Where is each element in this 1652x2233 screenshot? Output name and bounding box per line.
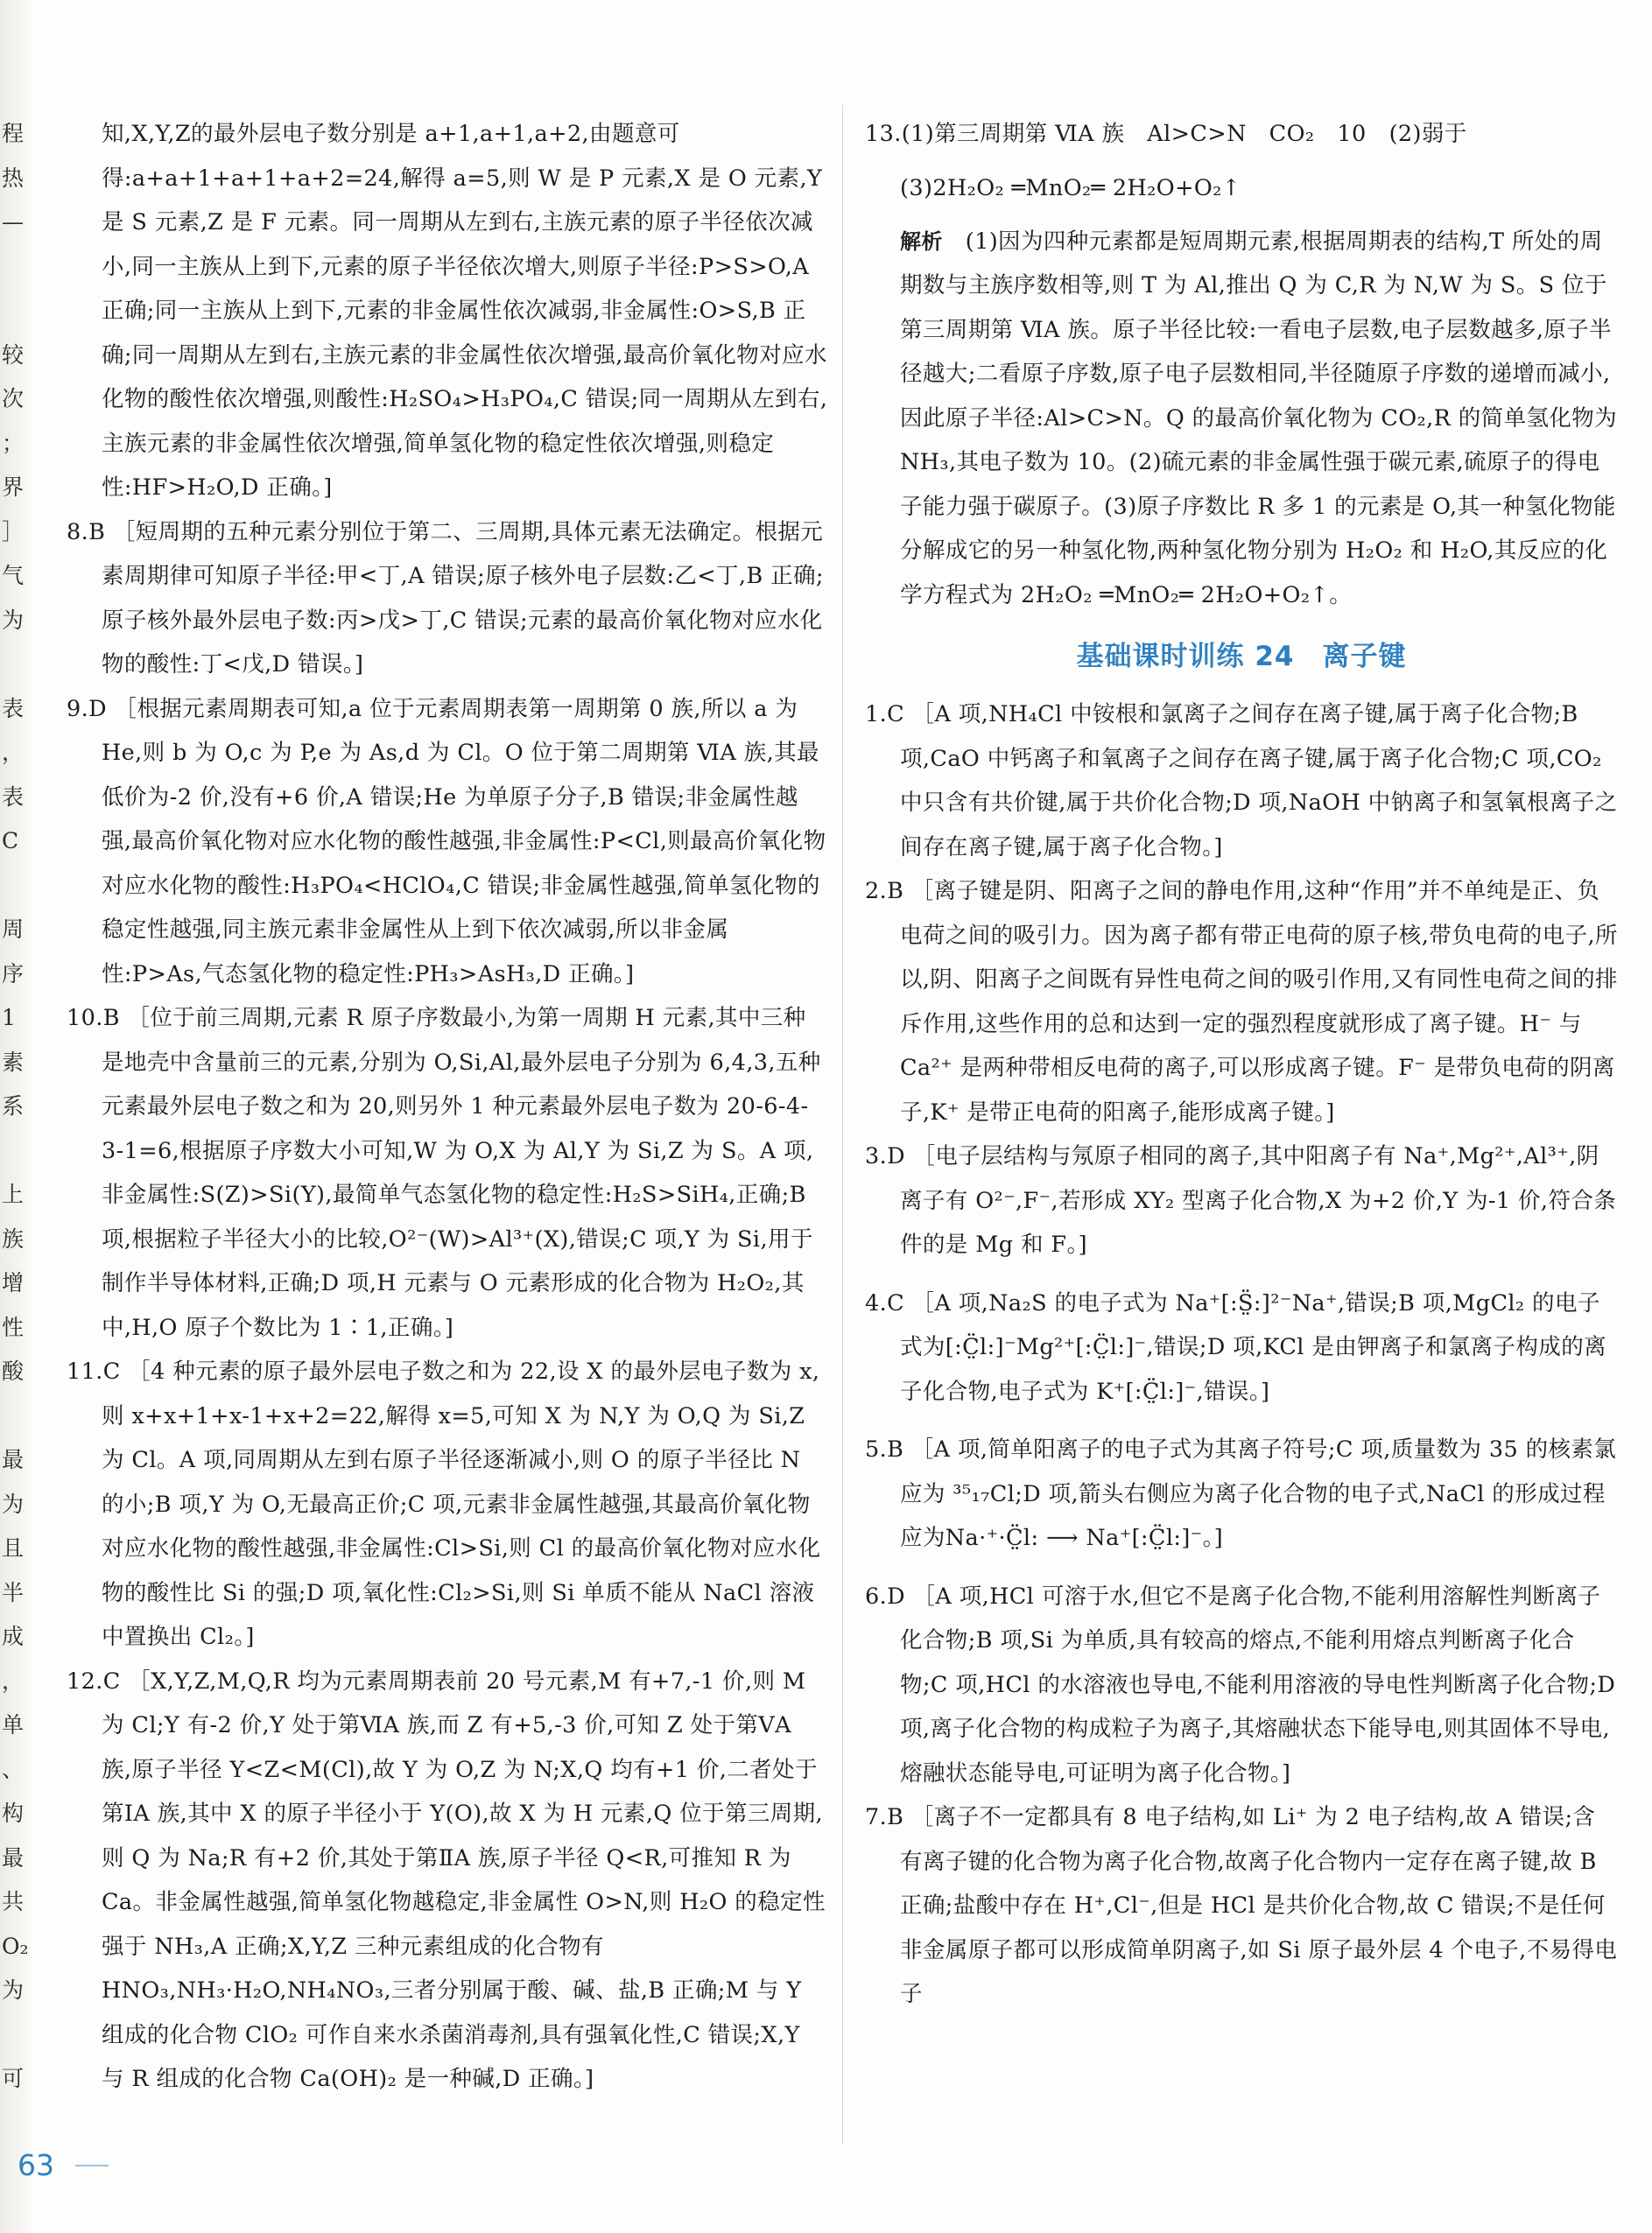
page-number: 63	[18, 2148, 54, 2182]
answer-4: 4.C ［A 项,Na₂S 的电子式为 Na⁺[:S̤̈:]²⁻Na⁺,错误;B 项,MgCl₂ 的电子式为[:C̤̈l:]⁻Mg²⁺[:C̤̈l:]⁻,错误;D 项,KCl 是由钾离子和氯离子构成的离子化合物,电子式为 K⁺[:C̤̈l:]⁻,错误。]	[865, 1289, 1607, 1405]
analysis-text: (1)因为四种元素都是短周期元素,根据周期表的结构,T 所处的周期数与主族序数相等,则 T 为 Al,推出 Q 为 C,R 为 N,W 为 S。S 位于第三周期第 ⅥA 族。原子半径比较:一看电子层数,电子层数越多,原子半径越大;二看原子序数,原子电子层数相同,半径随原子序数的递增而减小,因此原子半径:Al>C>N。Q 的最高价氧化物为 CO₂,R 的简单氢化物为 NH₃,其电子数为 10。(2)硫元素的非金属性强于碳元素,硫原子的得电子能力强于碳原子。(3)原子序数比 R 多 1 的元素是 O,其一种氢化物能分解成它的另一种氢化物,两种氢化物分别为 H₂O₂ 和 H₂O,其反应的化学方程式为 2H₂O₂ ═MnO₂═ 2H₂O+O₂↑。	[900, 228, 1618, 608]
adjacent-page-text: 程 热 — 较 次 ； 界 ］ 气 为 表 ， 表 C 周 序 1 素 系 上 族 增 性 酸 最 为 且 半 成 ， 单 、 构 最 共 O₂ 为 可	[2, 121, 29, 2091]
answer-10: 10.B ［位于前三周期,元素 R 原子序数最小,为第一周期 H 元素,其中三种是地壳中含量前三的元素,分别为 O,Si,Al,最外层电子分别为 6,4,3,五种元素最外层电子数之和为 20,则另外 1 种元素最外层电子数为 20-6-4-3-1=6,根据原子序数大小可知,W 为 O,X 为 Al,Y 为 Si,Z 为 S。A 项,非金属性:S(Z)>Si(Y),最简单气态氢化物的稳定性:H₂S>SiH₄,正确;B 项,根据粒子半径大小的比较,O²⁻(W)>Al³⁺(X),错误;C 项,Y 为 Si,用于制作半导体材料,正确;D 项,H 元素与 O 元素形成的化合物为 H₂O₂,其中,H,O 原子个数比为 1∶1,正确。]	[67, 1005, 821, 1341]
right-column	[865, 112, 1618, 2017]
answer-1: 1.C ［A 项,NH₄Cl 中铵根和氯离子之间存在离子键,属于离子化合物;B 项,CaO 中钙离子和氧离子之间存在离子键,属于离子化合物;C 项,CO₂ 中只含有共价键,属于共价化合物;D 项,NaOH 中钠离子和氢氧根离子之间存在离子键,属于离子化合物。]	[865, 701, 1618, 860]
section-title: 基础课时训练 24 离子键	[1076, 641, 1407, 672]
answer-3: 3.D ［电子层结构与氖原子相同的离子,其中阳离子有 Na⁺,Mg²⁺,Al³⁺,阴离子有 O²⁻,F⁻,若形成 XY₂ 型离子化合物,X 为+2 价,Y 为-1 价,符合条件的是 Mg 和 F。]	[865, 1143, 1617, 1258]
answer-11: 11.C ［4 种元素的原子最外层电子数之和为 22,设 X 的最外层电子数为 x,则 x+x+1+x-1+x+2=22,解得 x=5,可知 X 为 N,Y 为 O,Q 为 Si,Z 为 Cl。A 项,同周期从左到右原子半径逐渐减小,则 O 的原子半径比 N 的小;B 项,Y 为 O,无最高正价;C 项,元素非金属性越强,其最高价氧化物对应水化物的酸性越强,非金属性:Cl>Si,则 Cl 的最高价氧化物对应水化物的酸性比 Si 的强;D 项,氧化性:Cl₂>Si,则 Si 单质不能从 NaCl 溶液中置换出 Cl₂。]	[67, 1359, 821, 1650]
answer-8: 8.B ［短周期的五种元素分别位于第二、三周期,具体元素无法确定。根据元素周期律可知原子半径:甲<丁,A 错误;原子核外电子层数:乙<丁,B 正确;原子核外最外层电子数:丙>戊>丁,C 错误;元素的最高价氧化物对应水化物的酸性:丁<戊,D 错误。]	[67, 518, 824, 678]
answer-13-analysis	[865, 220, 1618, 618]
adjacent-page-edge	[0, 0, 35, 2233]
answer-7: 7.B ［离子不一定都具有 8 电子结构,如 Li⁺ 为 2 电子结构,故 A 错误;含有离子键的化合物为离子化合物,故离子化合物内一定存在离子键,故 B 正确;盐酸中存在 H⁺,Cl⁻,但是 HCl 是共价化合物,故 C 错误;不是任何非金属原子都可以形成简单阴离子,如 Si 原子最外层 4 个电子,不易得电子	[865, 1804, 1618, 2007]
analysis-label: 解析	[900, 228, 943, 254]
left-column	[67, 112, 828, 2102]
answer-2: 2.B ［离子键是阴、阳离子之间的静电作用,这种“作用”并不单纯是正、负电荷之间的吸引力。因为离子都有带正电荷的原子核,带负电荷的电子,所以,阴、阳离子之间既有异性电荷之间的吸引作用,又有同性电荷之间的排斥作用,这些作用的总和达到一定的强烈程度就形成了离子键。H⁻ 与 Ca²⁺ 是两种带相反电荷的离子,可以形成离子键。F⁻ 是带负电荷的阴离子,K⁺ 是带正电荷的阳离子,能形成离子键。]	[865, 878, 1618, 1126]
page-number-rule	[75, 2165, 109, 2166]
answer-13-equation: (3)2H₂O₂ ═MnO₂═ 2H₂O+O₂↑	[900, 174, 1241, 201]
column-divider	[842, 105, 843, 2145]
answer-9: 9.D ［根据元素周期表可知,a 位于元素周期表第一周期第 0 族,所以 a 为 He,则 b 为 O,c 为 P,e 为 As,d 为 Cl。O 位于第二周期第 ⅥA 族,其最低价为-2 价,没有+6 价,A 错误;He 为单原子分子,B 错误;非金属性越强,最高价氧化物对应水化物的酸性越强,非金属性:P<Cl,则最高价氧化物对应水化物的酸性:H₃PO₄<HClO₄,C 错误;非金属性越强,简单氢化物的稳定性越强,同主族元素非金属性从上到下依次减弱,所以非金属性:P>As,气态氢化物的稳定性:PH₃>AsH₃,D 正确。]	[67, 695, 826, 987]
answer-12: 12.C ［X,Y,Z,M,Q,R 均为元素周期表前 20 号元素,M 有+7,-1 价,则 M 为 Cl;Y 有-2 价,Y 处于第ⅥA 族,而 Z 有+5,-3 价,可知 Z 处于第ⅤA 族,原子半径 Y<Z<M(Cl),故 Y 为 O,Z 为 N;X,Q 均有+1 价,二者处于第ⅠA 族,其中 X 的原子半径小于 Y(O),故 X 为 H 元素,Q 位于第三周期,则 Q 为 Na;R 有+2 价,其处于第ⅡA 族,原子半径 Q<R,可推知 R 为 Ca。非金属性越强,简单氢化物越稳定,非金属性 O>N,则 H₂O 的稳定性强于 NH₃,A 正确;X,Y,Z 三种元素组成的化合物有 HNO₃,NH₃·H₂O,NH₄NO₃,三者分别属于酸、碱、盐,B 正确;M 与 Y 组成的化合物 ClO₂ 可作自来水杀菌消毒剂,具有强氧化性,C 错误;X,Y 与 R 组成的化合物 Ca(OH)₂ 是一种碱,D 正确。]	[67, 1668, 826, 2092]
answer-13: 13.(1)第三周期第 ⅥA 族 Al>C>N CO₂ 10 (2)弱于	[865, 121, 1467, 147]
answer-5: 5.B ［A 项,简单阳离子的电子式为其离子符号;C 项,质量数为 35 的核素氯应为 ³⁵₁₇Cl;D 项,箭头右侧应为离子化合物的电子式,NaCl 的形成过程应为Na·⁺·C̤̈l: ⟶ Na⁺[:C̤̈l:]⁻。]	[865, 1436, 1617, 1551]
answer-7-continued: 知,X,Y,Z的最外层电子数分别是 a+1,a+1,a+2,由题意可得:a+a+1+a+1+a+2=24,解得 a=5,则 W 是 P 元素,X 是 O 元素,Y 是 S 元素,Z 是 F 元素。同一周期从左到右,主族元素的原子半径依次减小,同一主族从上到下,元素的原子半径依次增大,则原子半径:P>S>O,A 正确;同一主族从上到下,元素的非金属性依次减弱,非金属性:O>S,B 正确;同一周期从左到右,主族元素的非金属性依次增强,最高价氧化物对应水化物的酸性依次增强,则酸性:H₂SO₄>H₃PO₄,C 错误;同一周期从左到右,主族元素的非金属性依次增强,简单氢化物的稳定性依次增强,则稳定性:HF>H₂O,D 正确。]	[102, 121, 828, 501]
answer-6: 6.D ［A 项,HCl 可溶于水,但它不是离子化合物,不能利用溶解性判断离子化合物;B 项,Si 为单质,具有较高的熔点,不能利用熔点判断离子化合物;C 项,HCl 的水溶液也导电,不能利用溶液的导电性判断离子化合物;D 项,离子化合物的构成粒子为离子,其熔融状态下能导电,则其固体不导电,熔融状态能导电,可证明为离子化合物。]	[865, 1583, 1616, 1787]
